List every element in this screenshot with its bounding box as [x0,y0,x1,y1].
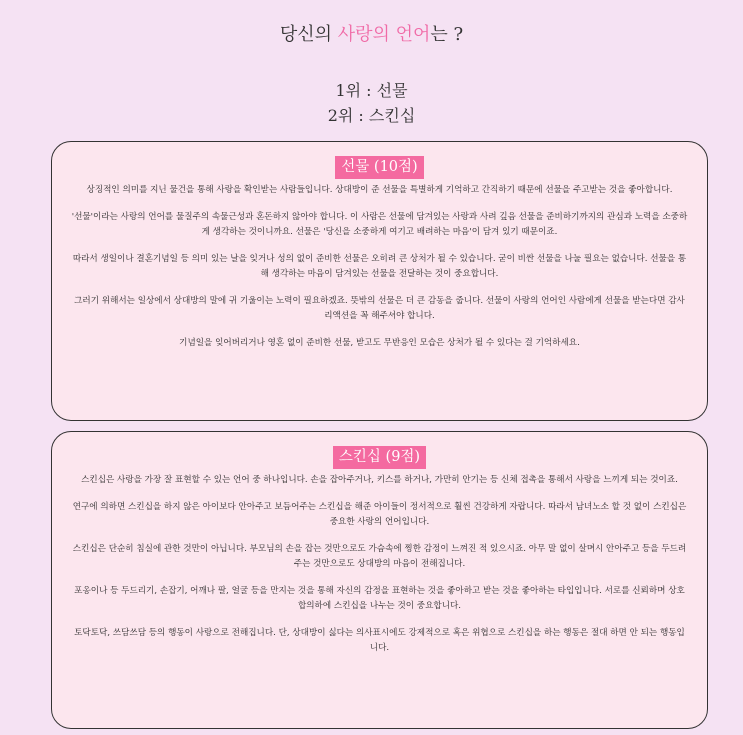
card-header [70,156,689,179]
title-accent: 사랑의 언어 [337,24,431,45]
card-title: 스킨십 (9점) [333,446,426,469]
card-paragraph: '선물'이라는 사랑의 언어를 물질주의 속물근성과 혼돈하지 않아야 합니다. 이 사람은 선물에 담겨있는 사랑과 사려 깊음 선물을 준비하기까지의 관심과 노력을 소중하게 생각하는 것이니까요. 선물은 '당신을 소중하게 여기고 배려하는 마음'이 담겨 있기 때문이죠. [71,212,688,237]
rank-first: 1위 : 선물 [335,81,408,100]
rank-second: 2위 : 스킨십 [327,106,416,125]
card-title: 선물 (10점) [335,156,423,179]
card-paragraph: 포옹이나 등 두드리기, 손잡기, 어깨나 팔, 얼굴 등을 만지는 것을 통해 자신의 감정을 표현하는 것을 좋아하고 받는 것을 좋아하는 타입입니다. 서로를 신뢰하며 상호 합의하에 스킨십을 나누는 것이 중요합니다. [74,586,685,611]
card-header [70,446,689,469]
result-card-skinship [51,431,708,729]
card-paragraph: 상징적인 의미를 지닌 물건을 통해 사랑을 확인받는 사람들입니다. 상대방이 준 선물을 특별하게 기억하고 간직하기 때문에 선물을 주고받는 것을 좋아합니다. [86,185,673,195]
card-paragraph: 연구에 의하면 스킨십을 하지 않은 아이보다 안아주고 보듬어주는 스킨십을 해준 아이들이 정서적으로 훨씬 건강하게 자랍니다. 따라서 남녀노소 할 것 없이 스킨십은 중요한 사랑의 언어입니다. [72,502,687,527]
page-title [0,20,743,46]
card-paragraph: 기념일을 잊어버리거나 영혼 없이 준비한 선물, 받고도 무반응인 모습은 상처가 될 수 있다는 걸 기억하세요. [179,338,580,348]
title-prefix: 당신의 [279,24,338,45]
card-paragraph: 그러기 위해서는 일상에서 상대방의 말에 귀 기울이는 노력이 필요하겠죠. 뜻밖의 선물은 더 큰 감동을 줍니다. 선물이 사랑의 언어인 사람에게 선물을 받는다면 감사 리액션을 꼭 해주셔야 합니다. [74,296,685,321]
result-card-gift [51,141,708,421]
card-paragraph: 토닥토닥, 쓰담쓰담 등의 행동이 사랑으로 전해집니다. 단, 상대방이 싫다는 의사표시에도 강제적으로 혹은 위협으로 스킨십을 하는 행동은 절대 하면 안 되는 행동입니다. [74,628,685,653]
card-paragraph: 스킨십은 사랑을 가장 잘 표현할 수 있는 언어 중 하나입니다. 손을 잡아주거나, 키스를 하거나, 가만히 안기는 등 신체 접촉을 통해서 사랑을 느끼게 되는 것이죠. [81,475,678,485]
title-suffix: 는 ? [430,24,464,45]
card-paragraph: 스킨십은 단순히 침실에 관한 것만이 아닙니다. 부모님의 손을 잡는 것만으로도 가슴속에 찡한 감정이 느껴진 적 있으시죠. 아무 말 없이 살며시 안아주고 등을 두드려주는 것만으로도 상대방의 마음이 전해집니다. [72,544,687,569]
card-paragraph: 따라서 생일이나 결혼기념일 등 의미 있는 날을 잊거나 성의 없이 준비한 선물은 오히려 큰 상처가 될 수 있습니다. 굳이 비싼 선물을 나눌 필요는 없습니다. 선물을 통해 생각하는 마음이 담겨있는 선물을 전달하는 것이 중요합니다. [72,254,687,279]
